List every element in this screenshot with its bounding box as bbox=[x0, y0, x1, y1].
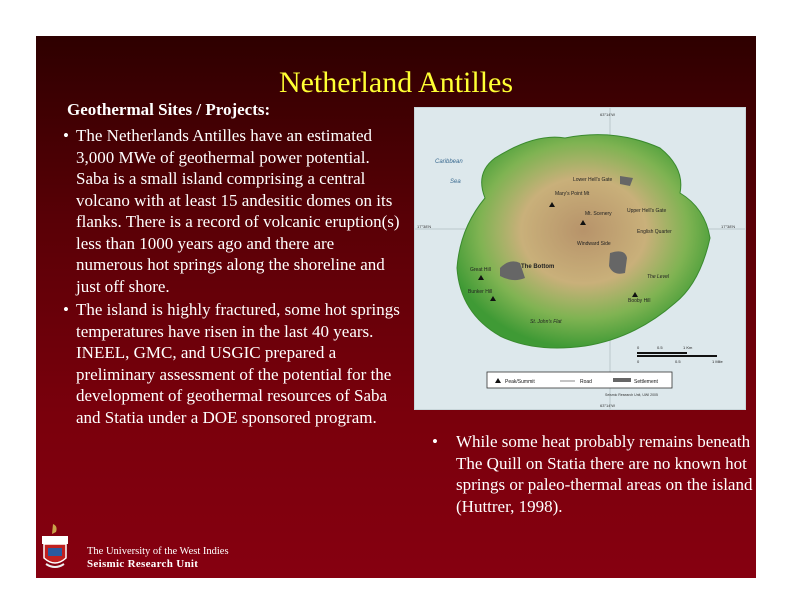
slide-subtitle: Geothermal Sites / Projects: bbox=[67, 100, 271, 119]
place-label: Great Hill bbox=[470, 267, 491, 273]
grid-label: 17°38'N bbox=[417, 224, 432, 229]
right-bullet bbox=[432, 431, 756, 517]
bullet-text: While some heat probably remains beneath The Quill on Statia there are no known hot springs or paleo-thermal areas on the island (Huttrer, 1998). bbox=[456, 432, 753, 516]
slide-title: Netherland Antilles bbox=[278, 66, 514, 99]
svg-text:Peak/Summit: Peak/Summit bbox=[505, 379, 535, 385]
place-label: St. John's Flat bbox=[530, 319, 562, 325]
svg-text:0: 0 bbox=[637, 359, 640, 364]
bullet-text: The Netherlands Antilles have an estimated 3,000 MWe of geothermal power potential. Saba is a small island comprising a central volcano with at least 15 andesitic domes on its flanks. There is a record of volcanic eruption(s) less than 1000 years ago and there are numerous hot springs along the shoreline and just off shore. bbox=[76, 126, 400, 296]
svg-text:1 Mile: 1 Mile bbox=[712, 359, 723, 364]
sea-label: Caribbean bbox=[435, 159, 463, 165]
place-label: Lower Hell's Gate bbox=[573, 177, 613, 183]
saba-island-map bbox=[414, 107, 746, 410]
svg-text:1 Km: 1 Km bbox=[683, 345, 693, 350]
svg-text:0: 0 bbox=[637, 345, 640, 350]
place-label: Booby Hill bbox=[628, 298, 651, 304]
scale-bar bbox=[637, 345, 723, 364]
sea-label: Sea bbox=[450, 179, 461, 185]
svg-text:Road: Road bbox=[580, 379, 592, 385]
svg-text:Settlement: Settlement bbox=[634, 379, 658, 385]
place-label: Bunker Hill bbox=[468, 289, 493, 295]
footer-unit: Seismic Research Unit bbox=[87, 558, 199, 570]
place-label: Upper Hell's Gate bbox=[627, 208, 667, 214]
svg-text:0.5: 0.5 bbox=[675, 359, 681, 364]
slide bbox=[36, 36, 756, 578]
place-label: Windward Side bbox=[577, 241, 611, 247]
grid-label: 63°14'W bbox=[600, 112, 616, 117]
bullet-item bbox=[63, 125, 403, 297]
footer-university: The University of the West Indies bbox=[87, 546, 229, 557]
svg-text:0.5: 0.5 bbox=[657, 345, 663, 350]
bullet-icon: • bbox=[63, 300, 69, 319]
bullet-text: The island is highly fractured, some hot springs temperatures have risen in the last 40 years. INEEL, GMC, and USGIC prepared a preliminary assessment of the potential for the development of geothermal resources of Saba and Statia under a DOE sponsored program. bbox=[76, 300, 400, 427]
map-legend bbox=[487, 372, 672, 388]
grid-label: 17°38'N bbox=[721, 224, 736, 229]
bullet-icon: • bbox=[63, 126, 69, 145]
bullet-item bbox=[63, 299, 403, 428]
grid-label: 63°14'W bbox=[600, 403, 616, 408]
uwi-crest-logo bbox=[38, 522, 72, 572]
bullet-list bbox=[63, 125, 403, 430]
bullet-icon: • bbox=[432, 432, 438, 451]
place-label: The Level bbox=[647, 274, 669, 280]
place-label: Mary's Point Mt bbox=[555, 191, 590, 197]
place-label: English Quarter bbox=[637, 229, 672, 235]
place-label: Mt. Scenery bbox=[585, 211, 612, 217]
map-credit: Seismic Research Unit, UWI 2005 bbox=[605, 393, 658, 397]
place-label: The Bottom bbox=[521, 264, 555, 270]
